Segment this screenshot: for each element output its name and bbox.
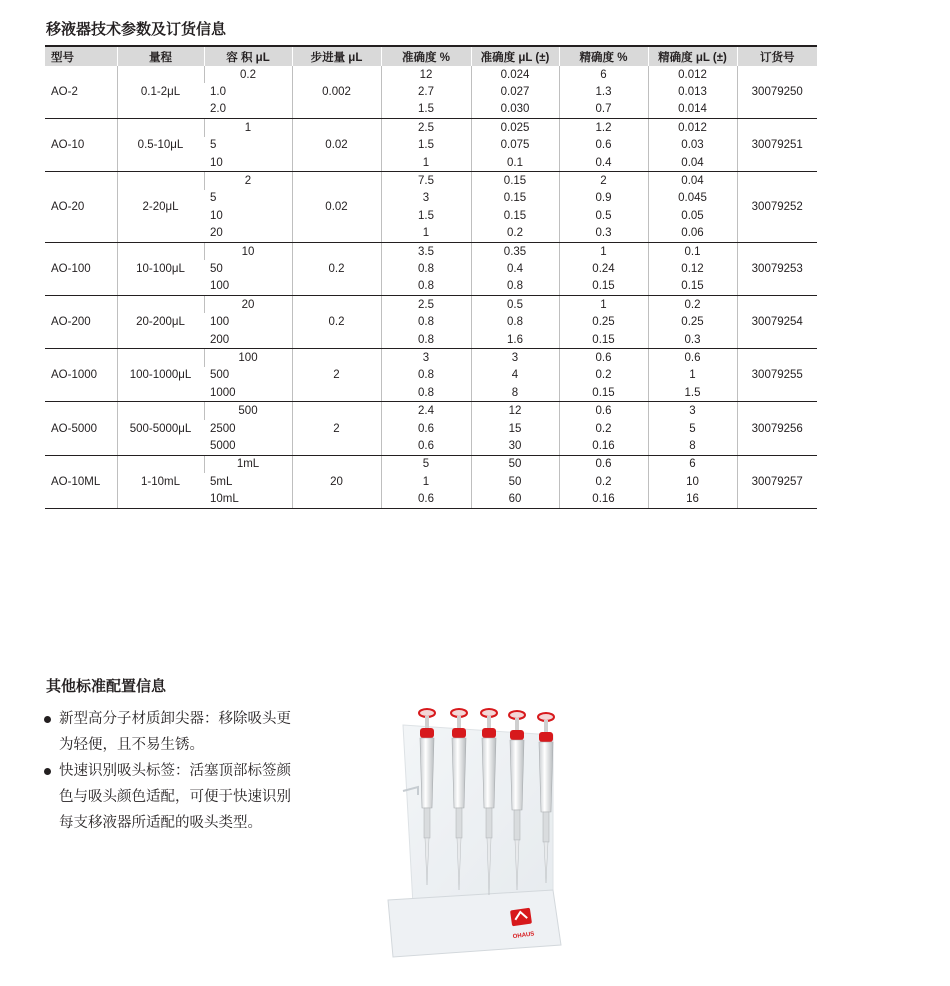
precision-ul-cell: 5	[648, 420, 737, 437]
volume-cell: 2	[204, 172, 292, 190]
table-header-row	[45, 46, 817, 66]
precision-ul-cell: 0.15	[648, 278, 737, 296]
precision-percent-cell: 1	[559, 242, 648, 260]
order-number-cell: 30079253	[737, 242, 817, 295]
accuracy-ul-cell: 30	[471, 437, 559, 455]
precision-percent-cell: 0.6	[559, 455, 648, 473]
model-cell: AO-1000	[45, 349, 117, 402]
volume-cell: 100	[210, 316, 230, 329]
precision-percent-cell: 0.7	[559, 101, 648, 119]
other-section-title: 其他标准配置信息	[46, 677, 167, 695]
accuracy-percent-cell: 0.6	[381, 437, 471, 455]
accuracy-ul-cell: 0.8	[471, 313, 559, 330]
precision-ul-cell: 0.014	[648, 101, 737, 119]
volume-cell: 500	[210, 369, 230, 382]
accuracy-ul-cell: 60	[471, 490, 559, 508]
precision-ul-cell: 0.12	[648, 260, 737, 277]
accuracy-percent-cell: 12	[381, 66, 471, 83]
model-cell: AO-200	[45, 296, 117, 349]
column-header: 量程	[117, 46, 204, 66]
volume-cell: 0.2	[204, 66, 292, 83]
order-number-cell: 30079252	[737, 172, 817, 243]
model-cell: AO-2	[45, 66, 117, 119]
accuracy-ul-cell: 0.8	[471, 278, 559, 296]
step-cell: 0.02	[292, 119, 381, 172]
column-header: 精确度 %	[559, 46, 648, 66]
volume-cell: 10	[204, 242, 292, 260]
volume-cell: 1000	[204, 384, 292, 402]
precision-percent-cell: 0.6	[559, 402, 648, 420]
accuracy-percent-cell: 3.5	[381, 242, 471, 260]
precision-percent-cell: 0.4	[559, 154, 648, 172]
accuracy-ul-cell: 0.15	[471, 190, 559, 207]
precision-percent-cell: 1.3	[559, 83, 648, 100]
order-number-cell: 30079254	[737, 296, 817, 349]
precision-percent-cell: 0.9	[559, 190, 648, 207]
accuracy-percent-cell: 0.8	[381, 260, 471, 277]
model-cell: AO-10	[45, 119, 117, 172]
volume-cell: 5mL	[210, 475, 233, 488]
precision-ul-cell: 0.045	[648, 190, 737, 207]
volume-cell: 1.0	[210, 86, 226, 99]
range-cell: 500-5000μL	[117, 402, 204, 455]
accuracy-percent-cell: 0.8	[381, 313, 471, 330]
feature-text-line: 新型高分子材质卸尖器：移除吸头更	[59, 711, 291, 727]
spec-table	[45, 45, 817, 509]
accuracy-percent-cell: 0.6	[381, 420, 471, 437]
accuracy-ul-cell: 0.5	[471, 296, 559, 314]
volume-cell: 20	[204, 296, 292, 314]
step-cell: 20	[292, 455, 381, 508]
model-cell: AO-5000	[45, 402, 117, 455]
precision-ul-cell: 1.5	[648, 384, 737, 402]
step-cell: 0.2	[292, 242, 381, 295]
accuracy-percent-cell: 1	[381, 154, 471, 172]
feature-text-line: 每支移液器所适配的吸头类型。	[59, 815, 262, 831]
bullet-icon	[44, 716, 51, 723]
table-row	[45, 66, 817, 83]
precision-ul-cell: 0.012	[648, 119, 737, 137]
precision-percent-cell: 6	[559, 66, 648, 83]
feature-item	[44, 758, 364, 836]
step-cell: 0.02	[292, 172, 381, 243]
precision-ul-cell: 0.25	[648, 313, 737, 330]
step-cell: 0.2	[292, 296, 381, 349]
accuracy-ul-cell: 3	[471, 349, 559, 367]
accuracy-percent-cell: 1	[381, 473, 471, 490]
accuracy-ul-cell: 0.030	[471, 101, 559, 119]
table-row	[45, 119, 817, 137]
model-cell: AO-10ML	[45, 455, 117, 508]
volume-cell: 2.0	[204, 101, 292, 119]
range-cell: 0.1-2μL	[117, 66, 204, 119]
accuracy-percent-cell: 0.8	[381, 384, 471, 402]
table-row	[45, 349, 817, 367]
column-header: 型号	[45, 46, 117, 66]
column-header: 准确度 %	[381, 46, 471, 66]
precision-percent-cell: 0.2	[559, 367, 648, 384]
accuracy-percent-cell: 1.5	[381, 101, 471, 119]
volume-cell: 20	[204, 225, 292, 243]
volume-cell: 10	[210, 209, 223, 222]
accuracy-ul-cell: 8	[471, 384, 559, 402]
volume-cell: 10	[204, 154, 292, 172]
accuracy-percent-cell: 7.5	[381, 172, 471, 190]
accuracy-ul-cell: 0.075	[471, 137, 559, 154]
precision-percent-cell: 0.5	[559, 207, 648, 224]
column-header: 容 积 μL	[204, 46, 292, 66]
column-header: 步进量 μL	[292, 46, 381, 66]
precision-ul-cell: 6	[648, 455, 737, 473]
precision-percent-cell: 0.25	[559, 313, 648, 330]
range-cell: 20-200μL	[117, 296, 204, 349]
volume-cell: 100	[204, 278, 292, 296]
precision-ul-cell: 10	[648, 473, 737, 490]
volume-cell: 5	[210, 192, 217, 205]
accuracy-ul-cell: 0.025	[471, 119, 559, 137]
precision-percent-cell: 1	[559, 296, 648, 314]
model-cell: AO-20	[45, 172, 117, 243]
precision-percent-cell: 0.15	[559, 384, 648, 402]
precision-ul-cell: 0.013	[648, 83, 737, 100]
volume-cell: 5000	[204, 437, 292, 455]
precision-percent-cell: 0.2	[559, 420, 648, 437]
table-row	[45, 172, 817, 190]
precision-ul-cell: 0.04	[648, 154, 737, 172]
accuracy-ul-cell: 50	[471, 455, 559, 473]
table-row	[45, 455, 817, 473]
feature-text-line: 为轻便，且不易生锈。	[59, 737, 204, 753]
step-cell: 2	[292, 349, 381, 402]
accuracy-ul-cell: 12	[471, 402, 559, 420]
spec-section-title: 移液器技术参数及订货信息	[46, 20, 227, 38]
volume-cell: 500	[204, 402, 292, 420]
range-cell: 100-1000μL	[117, 349, 204, 402]
accuracy-percent-cell: 3	[381, 349, 471, 367]
precision-percent-cell: 0.3	[559, 225, 648, 243]
accuracy-percent-cell: 0.6	[381, 490, 471, 508]
accuracy-percent-cell: 5	[381, 455, 471, 473]
volume-cell: 1	[204, 119, 292, 137]
table-row	[45, 402, 817, 420]
accuracy-ul-cell: 0.027	[471, 83, 559, 100]
brand-logo-text: OHAUS	[512, 931, 535, 941]
bullet-icon	[44, 768, 51, 775]
accuracy-ul-cell: 0.15	[471, 172, 559, 190]
accuracy-percent-cell: 1.5	[381, 137, 471, 154]
accuracy-ul-cell: 0.4	[471, 260, 559, 277]
accuracy-ul-cell: 0.1	[471, 154, 559, 172]
precision-ul-cell: 0.03	[648, 137, 737, 154]
precision-ul-cell: 1	[648, 367, 737, 384]
precision-ul-cell: 0.3	[648, 331, 737, 349]
order-number-cell: 30079251	[737, 119, 817, 172]
accuracy-percent-cell: 3	[381, 190, 471, 207]
feature-text-line: 色与吸头颜色适配，可便于快速识别	[59, 789, 291, 805]
column-header: 精确度 μL (±)	[648, 46, 737, 66]
step-cell: 0.002	[292, 66, 381, 119]
precision-percent-cell: 0.2	[559, 473, 648, 490]
range-cell: 1-10mL	[117, 455, 204, 508]
precision-ul-cell: 16	[648, 490, 737, 508]
accuracy-ul-cell: 0.2	[471, 225, 559, 243]
precision-percent-cell: 0.16	[559, 490, 648, 508]
order-number-cell: 30079250	[737, 66, 817, 119]
table-row	[45, 296, 817, 314]
range-cell: 2-20μL	[117, 172, 204, 243]
precision-percent-cell: 0.15	[559, 331, 648, 349]
pipette-stand-photo	[383, 695, 571, 965]
precision-percent-cell: 2	[559, 172, 648, 190]
volume-cell: 10mL	[204, 490, 292, 508]
accuracy-percent-cell: 2.5	[381, 296, 471, 314]
precision-percent-cell: 1.2	[559, 119, 648, 137]
precision-percent-cell: 0.16	[559, 437, 648, 455]
precision-ul-cell: 3	[648, 402, 737, 420]
range-cell: 0.5-10μL	[117, 119, 204, 172]
range-cell: 10-100μL	[117, 242, 204, 295]
volume-cell: 200	[204, 331, 292, 349]
precision-ul-cell: 0.012	[648, 66, 737, 83]
accuracy-percent-cell: 2.7	[381, 83, 471, 100]
accuracy-ul-cell: 15	[471, 420, 559, 437]
accuracy-percent-cell: 2.5	[381, 119, 471, 137]
step-cell: 2	[292, 402, 381, 455]
precision-ul-cell: 0.2	[648, 296, 737, 314]
volume-cell: 2500	[210, 422, 236, 435]
column-header: 准确度 μL (±)	[471, 46, 559, 66]
accuracy-ul-cell: 4	[471, 367, 559, 384]
feature-list	[44, 706, 364, 836]
accuracy-ul-cell: 50	[471, 473, 559, 490]
accuracy-percent-cell: 1	[381, 225, 471, 243]
precision-ul-cell: 0.04	[648, 172, 737, 190]
accuracy-ul-cell: 0.15	[471, 207, 559, 224]
accuracy-ul-cell: 0.35	[471, 242, 559, 260]
volume-cell: 50	[210, 262, 223, 275]
accuracy-percent-cell: 1.5	[381, 207, 471, 224]
order-number-cell: 30079257	[737, 455, 817, 508]
volume-cell: 100	[204, 349, 292, 367]
accuracy-ul-cell: 1.6	[471, 331, 559, 349]
volume-cell: 1mL	[204, 455, 292, 473]
order-number-cell: 30079255	[737, 349, 817, 402]
precision-ul-cell: 0.6	[648, 349, 737, 367]
volume-cell: 5	[210, 139, 217, 152]
precision-percent-cell: 0.6	[559, 349, 648, 367]
precision-ul-cell: 0.05	[648, 207, 737, 224]
precision-percent-cell: 0.24	[559, 260, 648, 277]
precision-ul-cell: 0.06	[648, 225, 737, 243]
accuracy-percent-cell: 0.8	[381, 278, 471, 296]
column-header: 订货号	[737, 46, 817, 66]
feature-item	[44, 706, 364, 758]
precision-percent-cell: 0.15	[559, 278, 648, 296]
table-row	[45, 242, 817, 260]
precision-ul-cell: 0.1	[648, 242, 737, 260]
order-number-cell: 30079256	[737, 402, 817, 455]
model-cell: AO-100	[45, 242, 117, 295]
accuracy-percent-cell: 2.4	[381, 402, 471, 420]
precision-percent-cell: 0.6	[559, 137, 648, 154]
precision-ul-cell: 8	[648, 437, 737, 455]
accuracy-percent-cell: 0.8	[381, 331, 471, 349]
accuracy-ul-cell: 0.024	[471, 66, 559, 83]
accuracy-percent-cell: 0.8	[381, 367, 471, 384]
feature-text-line: 快速识别吸头标签：活塞顶部标签颜	[59, 763, 291, 779]
